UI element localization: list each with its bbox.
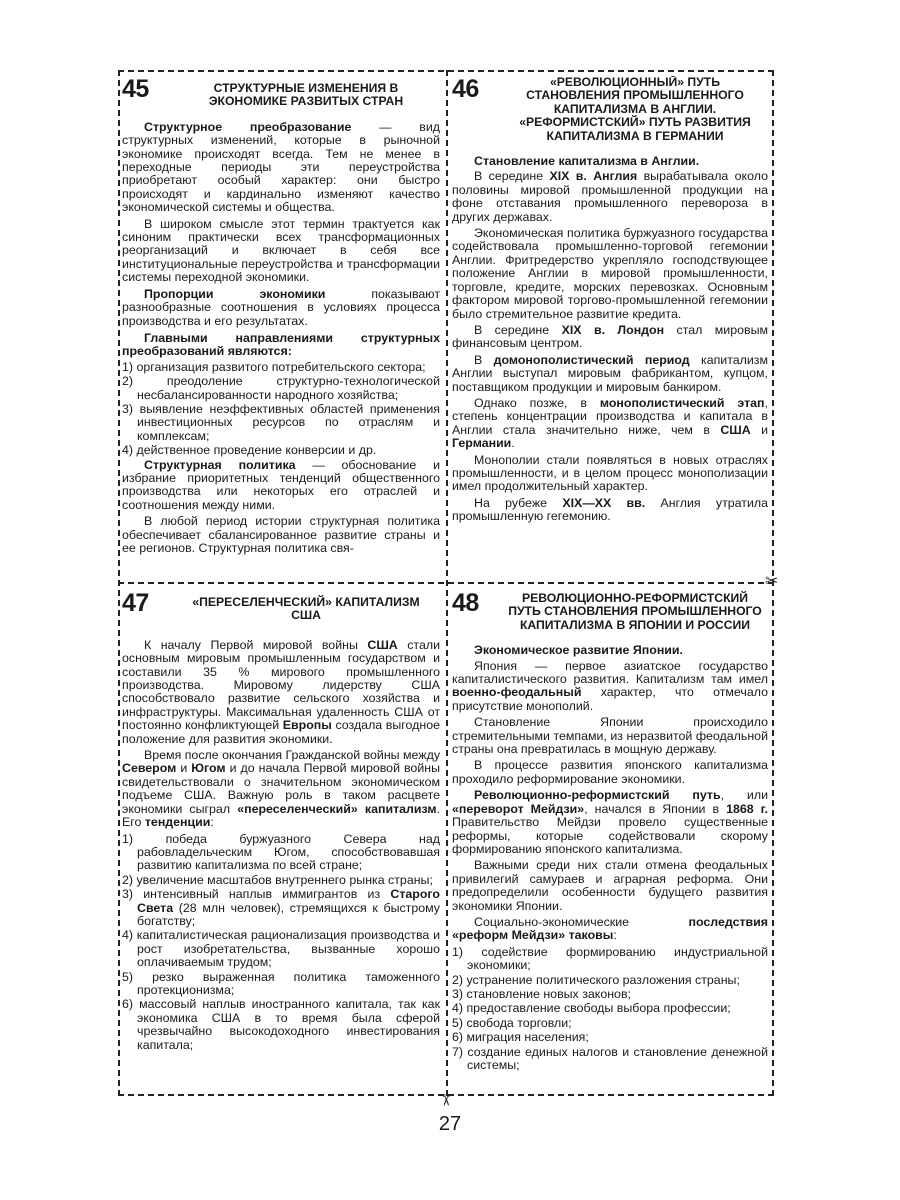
- bold-term: Революционно-реформистский путь: [474, 788, 721, 803]
- card-number: 48: [452, 590, 479, 617]
- card-title: «РЕВОЛЮЦИОННЫЙ» ПУТЬ СТАНОВЛЕНИЯ ПРОМЫШЛЕННОГО КАПИТАЛИЗМА В АНГЛИИ. «РЕФОРМИСТСКИЙ» ПУТЬ РАЗВИТИЯ КАПИТАЛИЗМА В ГЕРМАНИИ: [519, 76, 751, 143]
- text-run: 3) выявление неэффективных областей применения инвестиционных ресурсов по отраслям и комплексам;: [122, 401, 440, 443]
- paragraph: [122, 218, 440, 285]
- card-46: [452, 76, 768, 572]
- paragraph: [452, 497, 768, 524]
- bold-term: XIX—XX вв.: [562, 495, 646, 510]
- scissors-icon: ✂: [436, 1093, 454, 1107]
- text-run: 3) становление новых законов;: [452, 986, 631, 1001]
- text-run: 4) капиталистическая рационализация производства и рост изобретательства, вызванные хорошо оплачиваемым трудом;: [122, 928, 440, 970]
- bold-term: Старого Света: [137, 887, 440, 915]
- text-run: 4) предоставление свободы выбора профессии;: [452, 1001, 731, 1016]
- bold-term: Севером: [122, 761, 177, 776]
- horizontal-cut-line: [118, 582, 774, 584]
- card-47: [122, 590, 440, 1090]
- bold-term: тенденции: [144, 815, 211, 830]
- list-item: [122, 888, 440, 928]
- list-item: [122, 998, 440, 1052]
- card-number: 47: [122, 590, 149, 617]
- card-48: [452, 590, 768, 1090]
- text-run: стал мировым финансовым центром.: [452, 322, 768, 351]
- bold-term: последствия «реформ Мейдзи» таковы: [452, 914, 768, 943]
- page-number: 27: [438, 1113, 462, 1135]
- text-run: 3) интенсивный наплыв иммигрантов из: [122, 887, 391, 902]
- list-item: [122, 929, 440, 969]
- text-run: Экономическая политика буржуазного государства содействовала промышленно-торговой гегемонии Англии. Фритредерство укрепляло господствующее положение Англии в мировой промышленности, торговле, кредите, морских перевозках. Основным фактором мировой торгово-промышленной гегемонии было стремительное развитие кредита.: [452, 226, 768, 321]
- text-run: и до начала Первой мировой войны свидетельствовали о значительном экономическом подъеме США. Важную роль в таком расцвете экономики сыграл: [122, 761, 440, 816]
- text-run: — вид структурных изменений, которые в рыночной экономике происходят всегда. Тем не менее в переходные периоды эти переустройства приобретают особый характер: они быстро происходят и кардинально изменяют качество экономической системы и общества.: [122, 119, 440, 215]
- paragraph: [122, 121, 440, 215]
- bold-term: XIX в. Лондон: [561, 322, 665, 337]
- text-run: На рубеже: [474, 495, 563, 510]
- bold-term: США: [367, 637, 398, 652]
- list-item: [452, 988, 768, 1001]
- paragraph: [122, 515, 440, 555]
- text-run: вырабатывала около половины мировой промышленной продукции на фоне отставания промышленного перевороза в других державах.: [452, 169, 768, 224]
- text-run: . Его: [122, 801, 440, 830]
- paragraph: [122, 288, 440, 328]
- scissors-icon: ✂: [765, 573, 779, 590]
- bold-term: Структурное преобразование: [144, 119, 352, 134]
- paragraph: [452, 789, 768, 856]
- list-item: [452, 1017, 768, 1030]
- text-run: Англия утратила промышленную гегемонию.: [452, 495, 768, 524]
- bold-term: «переселенческий» капитализм: [237, 801, 437, 816]
- paragraph: [452, 716, 768, 756]
- bold-term: военно-феодальный: [452, 685, 582, 700]
- list-item: [452, 1002, 768, 1015]
- text-run: стали основным мировым промышленным государством и составили 35 % мирового промышленного производства. Мировому лидерству США способствовало развитие сельского хозяйства и инфраструктуры. Максимальная удаленность США от постоянно конфликтующей: [122, 637, 440, 733]
- text-run: 1) организация развитого потребительского сектора;: [122, 359, 426, 374]
- card-body: [452, 155, 768, 524]
- text-run: Социально-экономические: [474, 914, 689, 929]
- card-body: [122, 639, 440, 1052]
- paragraph: [122, 749, 440, 829]
- paragraph: [452, 324, 768, 351]
- paragraph: [452, 759, 768, 786]
- text-run: и: [750, 422, 768, 437]
- list-item: [122, 874, 440, 887]
- text-run: В середине: [474, 322, 562, 337]
- paragraph: [122, 639, 440, 746]
- text-run: В: [474, 352, 494, 367]
- bold-term: Югом: [191, 761, 226, 776]
- paragraph: [452, 454, 768, 494]
- text-run: (28 млн человек), стремящихся к быстрому богатству;: [137, 900, 440, 928]
- text-run: :: [613, 928, 617, 943]
- card-45: [122, 76, 440, 572]
- text-run: Однако позже, в: [474, 395, 600, 410]
- text-run: В любой период истории структурная политика обеспечивает сбалансированное развитие страны и ее регионов. Структурная политика свя-: [122, 514, 440, 555]
- card-title: «ПЕРЕСЕЛЕНЧЕСКИЙ» КАПИТАЛИЗМ США: [192, 595, 420, 623]
- text-run: 2) преодоление структурно-технологической несбалансированности народного хозяйства;: [122, 374, 440, 402]
- card-body: [452, 644, 768, 1072]
- text-run: Япония — первое азиатское государство капиталистического развития. Капитализм там имел: [452, 658, 768, 687]
- card-title: РЕВОЛЮЦИОННО-РЕФОРМИСТСКИЙ ПУТЬ СТАНОВЛЕНИЯ ПРОМЫШЛЕННОГО КАПИТАЛИЗМА В ЯПОНИИ И РОССИИ: [508, 591, 762, 632]
- subheading: [452, 155, 768, 168]
- text-run: показывают разнообразные соотношения в условиях процесса производства и его результатах.: [122, 286, 440, 328]
- text-run: капитализм Англии выступал мировым фабрикантом, купцом, поставщиком продукции и мировым банкиром.: [452, 352, 768, 394]
- text-run: Главными направлениями структурных преобразований являются:: [122, 330, 440, 359]
- list-item: [122, 361, 440, 374]
- text-run: Экономическое развитие Японии.: [474, 643, 683, 658]
- paragraph: [452, 170, 768, 224]
- bold-term: 1868 г.: [726, 801, 768, 816]
- text-run: 2) увеличение масштабов внутреннего рынка страны;: [122, 872, 433, 887]
- card-title: СТРУКТУРНЫЕ ИЗМЕНЕНИЯ В ЭКОНОМИКЕ РАЗВИТЫХ СТРАН: [208, 81, 404, 109]
- paragraph: [452, 227, 768, 321]
- text-run: создала выгодное положение для развития экономики.: [122, 718, 440, 746]
- list-item: [122, 444, 440, 457]
- text-run: Правительство Мейдзи провело существенные реформы, которые содействовали скорому формированию японского капитализма.: [452, 815, 768, 856]
- text-run: 2) устранение политического разложения страны;: [452, 972, 740, 987]
- text-run: К началу Первой мировой войны: [144, 637, 368, 652]
- text-run: В процессе развития японского капитализма проходило реформирование экономики.: [452, 758, 768, 786]
- bold-term: США: [720, 422, 751, 437]
- text-run: Становление Японии происходило стремительными темпами, из неразвитой феодальной страны она превратилась в мощную державу.: [452, 715, 768, 757]
- bold-term: «переворот Мейдзи»: [452, 801, 585, 816]
- text-run: характер, что отмечало присутствие монополий.: [452, 685, 768, 713]
- text-run: 1) содействие формированию индустриальной экономики;: [452, 944, 768, 973]
- paragraph: [452, 660, 768, 714]
- text-run: :: [210, 815, 214, 830]
- subheading: [122, 332, 440, 359]
- text-run: Становление капитализма в Англии.: [474, 154, 700, 169]
- bold-term: Структурная политика: [144, 457, 296, 472]
- text-run: 5) свобода торговли;: [452, 1015, 572, 1030]
- text-run: Монополии стали появляться в новых отраслях промышленности, и в целом процесс монополизации имел продолжительный характер.: [452, 452, 768, 494]
- text-run: В середине: [474, 169, 550, 184]
- text-run: .: [511, 436, 515, 451]
- text-run: , степень концентрации производства и капитала в Англии стала значительно ниже, чем в: [452, 395, 768, 437]
- list-item: [122, 833, 440, 873]
- paragraph: [452, 859, 768, 913]
- text-run: Важными среди них стали отмена феодальных привилегий самураев и аграрная реформа. Они предопределили особенности будущего развития экономики Японии.: [452, 858, 768, 913]
- list-item: [452, 974, 768, 987]
- text-run: и: [176, 761, 192, 776]
- card-number: 46: [452, 76, 479, 103]
- bold-term: XIX в. Англия: [549, 169, 638, 184]
- bold-term: Европы: [282, 718, 332, 733]
- text-run: , или: [720, 788, 768, 803]
- list-item: [122, 403, 440, 443]
- text-run: — обоснование и избрание приоритетных тенденций общественного производства или некоторых его отраслей и соотношения между ними.: [122, 457, 440, 512]
- text-run: 6) массовый наплыв иностранного капитала, так как экономика США в то время была сферой чрезвычайно высокодоходного инвестирования капитала;: [122, 997, 440, 1052]
- card-number: 45: [122, 76, 149, 103]
- list-item: [122, 375, 440, 402]
- text-run: , начался в Японии в: [584, 801, 727, 816]
- bold-term: монополистический этап: [599, 395, 765, 410]
- text-run: В широком смысле этот термин трактуется как синоним практически всех трансформационных реорганизаций и включает в себя все институциональные переустройства и трансформации системы переходной экономики.: [122, 216, 440, 285]
- bold-term: домонополистический период: [493, 352, 690, 367]
- text-run: Время после окончания Гражданской войны между: [144, 748, 440, 763]
- paragraph: [452, 354, 768, 394]
- list-item: [452, 1046, 768, 1073]
- text-run: 7) создание единых налогов и становление денежной системы;: [452, 1044, 768, 1072]
- paragraph: [452, 916, 768, 943]
- subheading: [452, 644, 768, 657]
- paragraph: [122, 459, 440, 513]
- list-item: [122, 971, 440, 998]
- bold-term: Германии: [452, 436, 512, 451]
- card-body: [122, 121, 440, 556]
- paragraph: [452, 397, 768, 451]
- list-item: [452, 1031, 768, 1044]
- list-item: [452, 946, 768, 973]
- text-run: 6) миграция населения;: [452, 1030, 589, 1045]
- text-run: 4) действенное проведение конверсии и др.: [122, 443, 377, 458]
- text-run: 1) победа буржуазного Севера над рабовладельческим Югом, способствовавшая развитию капитализма по всей стране;: [122, 831, 440, 873]
- text-run: 5) резко выраженная политика таможенного протекционизма;: [122, 969, 440, 997]
- bold-term: Пропорции экономики: [144, 286, 326, 301]
